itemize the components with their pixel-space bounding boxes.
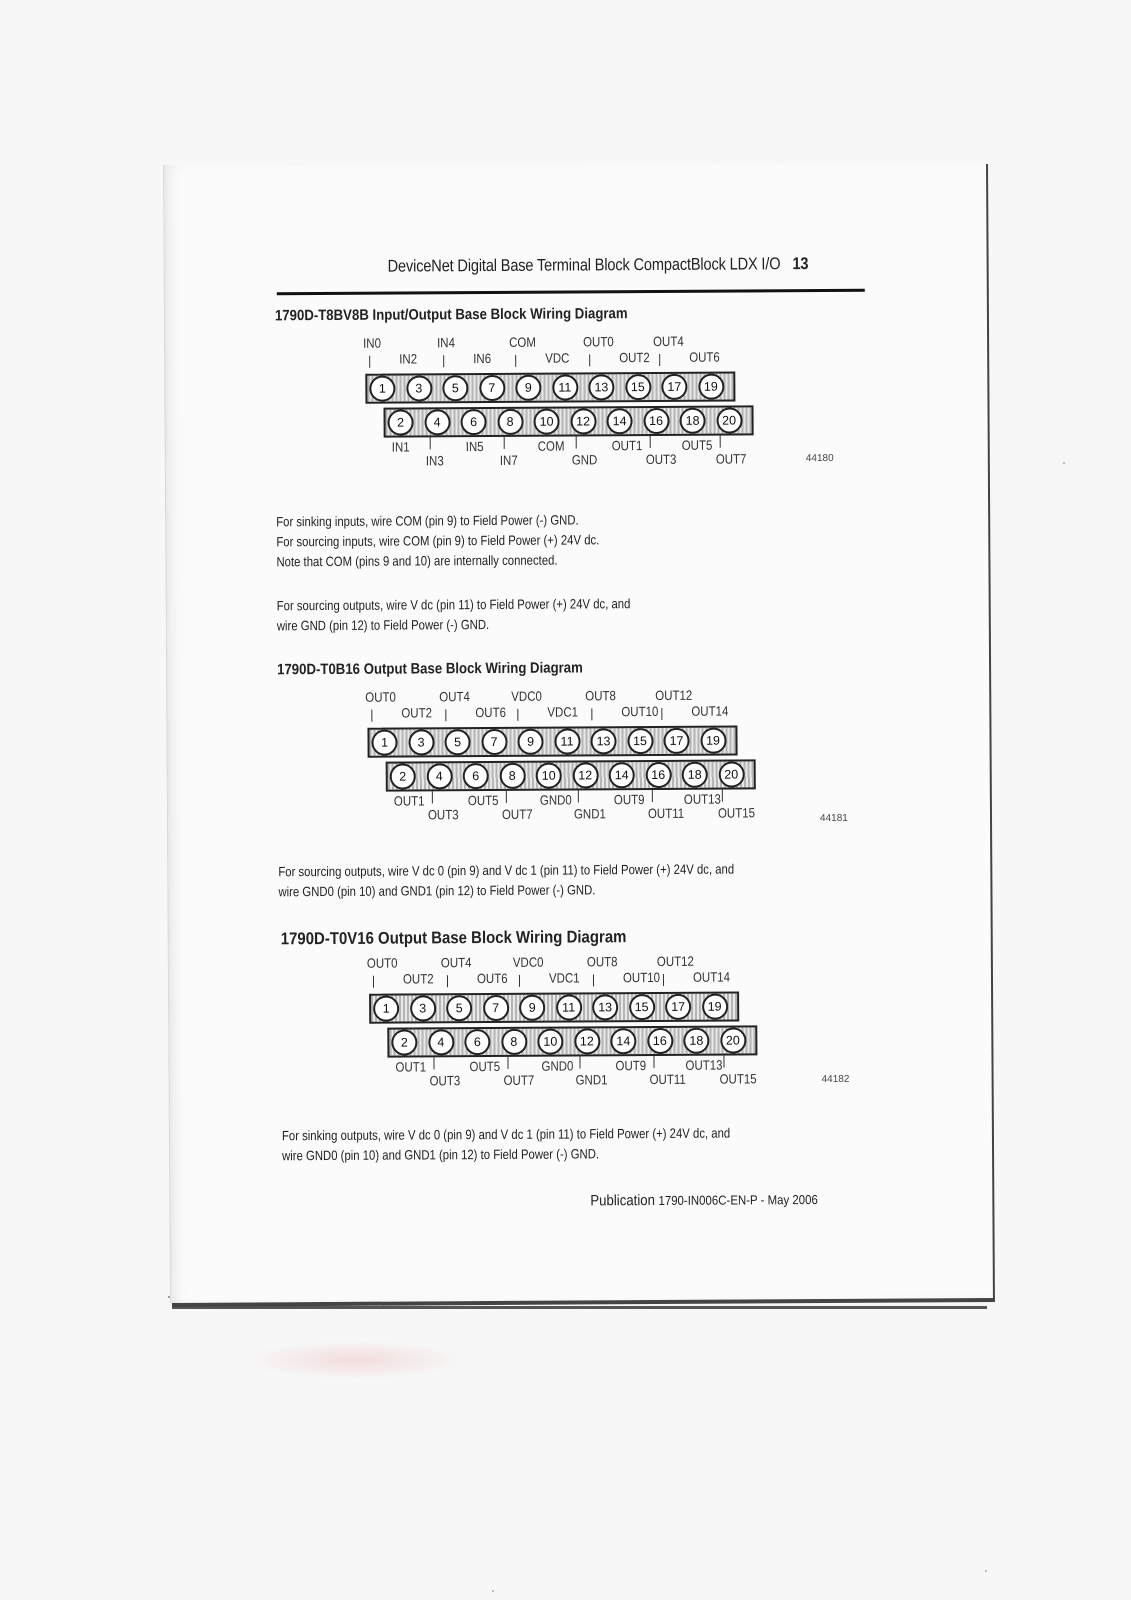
terminal-pin: 6: [463, 763, 489, 789]
terminal-pin: 11: [554, 728, 580, 754]
label-divider: [720, 436, 721, 448]
terminal-pin: 11: [552, 374, 578, 400]
terminal-label: VDC: [545, 350, 570, 366]
text-line: For sourcing outputs, wire V dc (pin 11) to Field Power (+) 24V dc, and: [276, 596, 631, 614]
terminal-label: VDC1: [547, 704, 579, 720]
label-divider: [432, 791, 433, 803]
terminal-label: IN2: [399, 351, 418, 367]
terminal-label: OUT7: [503, 1072, 535, 1088]
label-divider: [593, 974, 594, 986]
terminal-pin: 4: [428, 1029, 454, 1055]
terminal-pin: 12: [574, 1028, 600, 1054]
label-divider: [650, 436, 651, 448]
terminal-pin: 5: [444, 729, 470, 755]
label-divider: [504, 437, 505, 449]
figure-id: 44182: [821, 1073, 850, 1085]
terminal-label: COM: [537, 438, 565, 454]
terminal-pin: 5: [442, 375, 468, 401]
terminal-pin: 14: [606, 408, 632, 434]
terminal-pin: 13: [588, 374, 614, 400]
terminal-pin: 15: [629, 994, 655, 1020]
terminal-pin: 19: [702, 994, 728, 1020]
terminal-pin: 18: [679, 408, 705, 434]
terminal-label: OUT1: [395, 1059, 427, 1075]
terminal-label: OUT9: [615, 1058, 647, 1074]
text-line: wire GND (pin 12) to Field Power (-) GND.: [276, 617, 490, 634]
terminal-label: OUT13: [683, 791, 721, 807]
text-line: For sourcing inputs, wire COM (pin 9) to Field Power (+) 24V dc.: [276, 532, 600, 550]
page-header: [388, 254, 809, 277]
label-divider: [578, 790, 579, 802]
label-divider: [661, 708, 662, 720]
terminal-pin: 3: [406, 375, 432, 401]
terminal-pin: 16: [645, 762, 671, 788]
label-divider: [589, 354, 590, 366]
terminal-label: OUT9: [613, 792, 645, 808]
terminal-pin: 2: [391, 1029, 417, 1055]
page-number: 13: [792, 254, 809, 274]
header-title: DeviceNet Digital Base Terminal Block CompactBlock LDX I/O: [387, 254, 781, 276]
label-divider: [371, 710, 372, 722]
terminal-label: OUT4: [653, 333, 684, 350]
terminal-pin: 13: [590, 728, 616, 754]
paper-speck: [492, 1590, 494, 1592]
paper-speck: [1063, 462, 1065, 464]
terminal-pin: 9: [517, 729, 543, 755]
terminal-pin: 10: [536, 763, 562, 789]
terminal-pin: 9: [515, 375, 541, 401]
terminal-label: VDC0: [512, 954, 544, 970]
terminal-label: OUT4: [440, 955, 472, 971]
label-divider: [443, 355, 444, 367]
label-divider: [519, 975, 520, 987]
terminal-label: OUT4: [439, 689, 470, 705]
label-divider: [576, 436, 577, 448]
terminal-label: GND0: [541, 1058, 574, 1074]
terminal-pin: 11: [556, 994, 582, 1020]
terminal-label: OUT5: [681, 437, 713, 453]
terminal-pin: 17: [665, 994, 691, 1020]
terminal-label: OUT14: [692, 969, 731, 985]
terminal-pin: 1: [371, 730, 397, 756]
paper-speck: [985, 1570, 987, 1572]
terminal-label: OUT13: [685, 1057, 723, 1073]
text-line: For sinking inputs, wire COM (pin 9) to Field Power (-) GND.: [276, 512, 579, 530]
terminal-label: IN0: [363, 335, 382, 351]
terminal-label: GND1: [575, 1072, 608, 1088]
label-divider: [652, 790, 653, 802]
label-divider: [447, 975, 448, 987]
terminal-label: OUT10: [621, 703, 659, 720]
terminal-label: OUT11: [649, 1071, 686, 1088]
terminal-label: OUT11: [647, 805, 685, 822]
terminal-label: OUT1: [393, 793, 425, 809]
label-divider: [445, 709, 446, 721]
document-page: [163, 160, 993, 1303]
terminal-label: OUT5: [467, 792, 499, 809]
paper-smudge: [245, 1340, 465, 1380]
label-divider: [430, 437, 431, 449]
terminal-label: OUT8: [586, 954, 618, 970]
page-edge: [172, 1306, 987, 1309]
terminal-label: OUT8: [585, 688, 616, 704]
terminal-label: OUT6: [476, 970, 508, 987]
wiring-diagram-t8bv8b: [363, 333, 824, 469]
paragraph-t0b16: [278, 860, 734, 903]
terminal-label: IN5: [465, 439, 484, 455]
terminal-pin: 6: [460, 409, 486, 435]
terminal-pin: 2: [387, 409, 413, 435]
terminal-pin: 17: [663, 728, 689, 754]
text-line: wire GND0 (pin 10) and GND1 (pin 12) to Field Power (-) GND.: [278, 882, 596, 900]
terminal-label: OUT2: [619, 350, 650, 366]
terminal-label: OUT3: [429, 1073, 461, 1089]
paragraph-outputs: [277, 594, 631, 636]
terminal-pin: 2: [390, 763, 416, 789]
terminal-label: OUT7: [501, 806, 533, 822]
label-divider: [507, 1057, 508, 1069]
label-divider: [722, 790, 723, 802]
terminal-label: OUT15: [719, 1071, 757, 1087]
section-title-t8bv8b: 1790D-T8BV8B Input/Output Base Block Wiring Diagram: [274, 305, 628, 325]
terminal-pin: 10: [533, 409, 559, 435]
terminal-pin: 18: [683, 1028, 709, 1054]
label-divider: [506, 791, 507, 803]
page-footer: [590, 1191, 818, 1209]
label-divider: [373, 976, 374, 988]
terminal-label: VDC1: [548, 970, 580, 986]
terminal-label: OUT14: [691, 703, 729, 719]
terminal-label: GND1: [573, 806, 606, 822]
terminal-label: OUT3: [427, 807, 459, 823]
terminal-pin: 12: [572, 762, 598, 788]
terminal-label: COM: [509, 334, 536, 350]
terminal-pin: 4: [424, 409, 450, 435]
publication-code: 1790-IN006C-EN-P - May 2006: [658, 1192, 818, 1208]
terminal-pin: 20: [716, 407, 742, 433]
terminal-pin: 14: [610, 1028, 636, 1054]
section-title-t0b16: 1790D-T0B16 Output Base Block Wiring Diagram: [277, 659, 583, 679]
terminal-label: OUT1: [611, 438, 643, 454]
terminal-pin: 17: [661, 374, 687, 400]
terminal-label: OUT3: [645, 451, 677, 468]
label-divider: [659, 354, 660, 366]
terminal-label: IN3: [425, 453, 444, 469]
terminal-label: OUT2: [402, 971, 434, 987]
terminal-pin: 16: [643, 408, 669, 434]
terminal-pin: 14: [609, 762, 635, 788]
terminal-label: IN1: [391, 439, 410, 455]
terminal-pin: 9: [519, 995, 545, 1021]
terminal-label: IN7: [499, 452, 518, 468]
terminal-label: OUT0: [583, 334, 614, 350]
terminal-pin: 15: [627, 728, 653, 754]
paragraph-inputs: [276, 510, 599, 572]
text-line: For sinking outputs, wire V dc 0 (pin 9) and V dc 1 (pin 11) to Field Power (+) 24V dc, and: [281, 1125, 731, 1144]
label-divider: [517, 709, 518, 721]
terminal-pin: 15: [625, 374, 651, 400]
terminal-pin: 16: [647, 1028, 673, 1054]
terminal-pin: 1: [369, 376, 395, 402]
label-divider: [663, 974, 664, 986]
terminal-pin: 3: [410, 995, 436, 1021]
terminal-pin: 19: [700, 728, 726, 754]
terminal-pin: 3: [408, 729, 434, 755]
terminal-label: OUT15: [717, 805, 756, 821]
text-line: Note that COM (pins 9 and 10) are internally connected.: [276, 552, 558, 570]
terminal-pin: 8: [499, 763, 525, 789]
terminal-pin: 13: [592, 994, 618, 1020]
terminal-pin: 8: [497, 409, 523, 435]
terminal-pin: 20: [718, 761, 744, 787]
terminal-pin: 19: [698, 374, 724, 400]
paragraph-t0v16: [282, 1124, 730, 1167]
terminal-label: OUT7: [715, 451, 747, 467]
label-divider: [591, 708, 592, 720]
terminal-label: OUT2: [401, 705, 433, 721]
terminal-pin: 1: [373, 996, 399, 1022]
terminal-pin: 8: [501, 1029, 527, 1055]
terminal-label: OUT12: [655, 687, 693, 704]
terminal-pin: 12: [570, 408, 596, 434]
terminal-pin: 6: [464, 1029, 490, 1055]
text-line: wire GND0 (pin 10) and GND1 (pin 12) to Field Power (-) GND.: [282, 1146, 600, 1164]
label-divider: [433, 1057, 434, 1069]
label-divider: [653, 1056, 654, 1068]
terminal-label: IN4: [437, 335, 456, 351]
terminal-pin: 5: [446, 995, 472, 1021]
terminal-label: OUT0: [366, 955, 398, 971]
terminal-label: IN6: [473, 350, 492, 367]
label-divider: [579, 1056, 580, 1068]
terminal-pin: 20: [720, 1027, 746, 1053]
wiring-diagram-t0b16: [365, 687, 826, 823]
terminal-pin: 4: [426, 763, 452, 789]
terminal-pin: 7: [483, 995, 509, 1021]
terminal-label: OUT12: [656, 953, 694, 969]
terminal-label: OUT10: [622, 969, 661, 986]
figure-id: 44181: [819, 812, 848, 824]
header-rule: [277, 289, 865, 296]
terminal-label: OUT6: [475, 704, 507, 721]
terminal-pin: 18: [682, 762, 708, 788]
wiring-diagram-t0v16: [366, 953, 828, 1089]
label-divider: [369, 356, 370, 368]
terminal-label: GND0: [539, 792, 572, 808]
terminal-label: OUT5: [469, 1058, 501, 1075]
label-divider: [723, 1056, 724, 1068]
footer-label: Publication: [590, 1192, 655, 1210]
terminal-pin: 10: [537, 1029, 563, 1055]
terminal-label: OUT6: [689, 349, 720, 365]
section-title-t0v16: 1790D-T0V16 Output Base Block Wiring Diagram: [280, 927, 627, 949]
figure-id: 44180: [805, 452, 834, 465]
terminal-label: VDC0: [511, 688, 542, 704]
terminal-pin: 7: [479, 375, 505, 401]
label-divider: [515, 355, 516, 367]
text-line: For sourcing outputs, wire V dc 0 (pin 9) and V dc 1 (pin 11) to Field Power (+) 24V dc, and: [278, 861, 735, 880]
terminal-label: GND: [571, 452, 598, 468]
terminal-pin: 7: [481, 729, 507, 755]
terminal-label: OUT0: [365, 689, 396, 705]
